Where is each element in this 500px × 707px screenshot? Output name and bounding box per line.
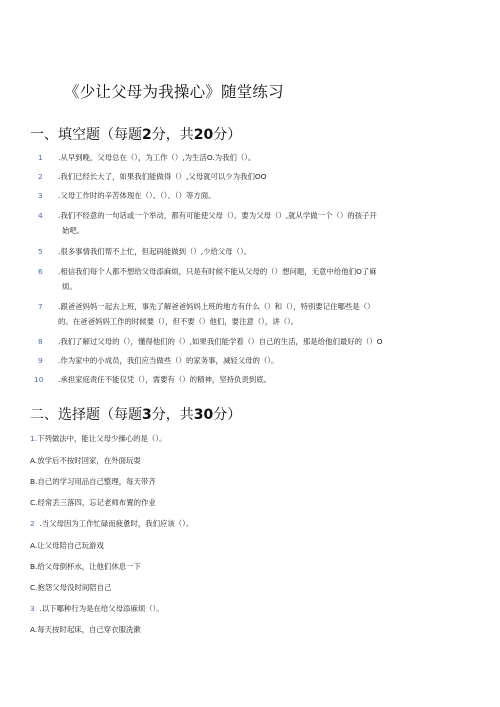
- section1-total: 20: [193, 127, 214, 143]
- option-text: A.放学后不按时回家，在外面玩耍: [30, 456, 141, 465]
- fill-question-8: [38, 334, 468, 349]
- question-text: .父母工作时的辛苦体现在（）、（）、（）等方面。: [58, 191, 216, 200]
- question-number: 1: [38, 153, 43, 162]
- section-heading-multiple-choice: [30, 404, 241, 424]
- section1-points: 2: [142, 127, 152, 143]
- question-text: 下列做法中，能让父母少操心的是（）。: [37, 434, 167, 443]
- question-text: .承担家庭责任不能仅凭（），需要有（）的精神，坚持负责到底。: [58, 375, 271, 384]
- question-text: .我们不经意的一句话或一个举动，都有可能使父母（）。要为父母（）,就从学做一个（）的孩子开: [58, 211, 377, 220]
- question-text-continued: 的。在爸爸妈妈工作的时候要（），但不要（）他们，要注意（），讲（）。: [58, 317, 299, 326]
- section2-points: 3: [142, 407, 152, 423]
- question-text-continued: 烦。: [62, 282, 77, 291]
- question-text: .相信我们每个人都不想给父母添麻烦，只是有时候不能从父母的（）想问题，无意中给他们O了麻: [58, 267, 377, 276]
- question-number: 6: [38, 267, 43, 276]
- fill-question-3: [38, 188, 468, 203]
- choice-question-2: [30, 518, 470, 530]
- question-number: 4: [38, 211, 43, 220]
- option-text: B.自己的学习用品自己整理，每天带齐: [30, 477, 156, 486]
- choice-option: [30, 582, 470, 594]
- section1-suffix: 分）: [213, 127, 242, 143]
- question-number: 7: [38, 302, 43, 311]
- question-number: 5: [38, 247, 43, 256]
- fill-question-4: [38, 208, 468, 238]
- choice-question-1: [30, 433, 470, 445]
- choice-option: [30, 561, 470, 573]
- question-number: 9: [38, 356, 43, 365]
- section2-suffix: 分）: [213, 407, 242, 423]
- choice-question-3: [30, 603, 470, 615]
- option-text: C.经常丢三落四，忘记老师布置的作业: [30, 498, 156, 507]
- question-number: 3: [38, 191, 43, 200]
- question-number: 3: [30, 604, 35, 613]
- question-text: .我们了解过父母的（），懂得他们的（）,如果我们能学着（）自己的生活，那是给他们最好的（）O: [58, 337, 383, 346]
- question-text: .跟爸爸妈妈一起去上班，事先了解爸爸妈妈上班的地方有什么（）和（），特别要记住哪些是（）: [58, 302, 375, 311]
- option-text: A.每天按时起床，自己穿衣服洗漱: [30, 625, 141, 634]
- question-number: 1.: [30, 434, 38, 443]
- choice-option: [30, 497, 470, 509]
- question-number: 2: [30, 519, 35, 528]
- question-text: .很多事情我们帮不上忙，但起码能做到（）,少给父母（）。: [58, 247, 252, 256]
- section2-prefix: 二、选择题（每题: [30, 407, 142, 423]
- choice-option: [30, 540, 470, 552]
- question-number: 10: [34, 375, 44, 384]
- question-text: .我们已经长大了，如果我们能做得（）,父母就可以少为我们OO: [58, 172, 267, 181]
- document-title: 《少让父母为我操心》随堂练习: [64, 83, 284, 101]
- section1-prefix: 一、填空题（每题: [30, 127, 142, 143]
- option-text: C.抱怨父母没时间陪自己: [30, 583, 112, 592]
- option-text: A.让父母陪自己玩游戏: [30, 541, 104, 550]
- section-heading-fill-in: [30, 124, 241, 144]
- fill-question-1: [38, 150, 468, 165]
- section2-total: 30: [193, 407, 214, 423]
- question-text-continued: 始吧。: [62, 226, 85, 235]
- question-text: .从早到晚，父母总在（），为工作（）,为生活O.为我们（）。: [58, 153, 256, 162]
- section2-mid: 分，共: [151, 407, 194, 423]
- choice-option: [30, 455, 470, 467]
- question-text: .当父母因为工作忙碌而疲惫时，我们应该（）。: [34, 519, 194, 528]
- question-text: .作为家中的小成员，我们应当做些（）的家务事，减轻父母的（）。: [58, 356, 279, 365]
- question-text: .以下哪种行为是在给父母添麻烦（）。: [34, 604, 164, 613]
- choice-option: [30, 476, 470, 488]
- fill-question-10: [34, 372, 468, 387]
- choice-option: [30, 624, 470, 636]
- fill-question-5: [38, 244, 468, 259]
- fill-question-7: [38, 299, 468, 329]
- fill-question-9: [38, 353, 468, 368]
- question-number: 8: [38, 337, 43, 346]
- question-number: 2: [38, 172, 43, 181]
- option-text: B.给父母倒杯水，让他们休息一下: [30, 562, 141, 571]
- section1-mid: 分，共: [151, 127, 194, 143]
- fill-question-6: [38, 264, 468, 294]
- fill-question-2: [38, 169, 468, 184]
